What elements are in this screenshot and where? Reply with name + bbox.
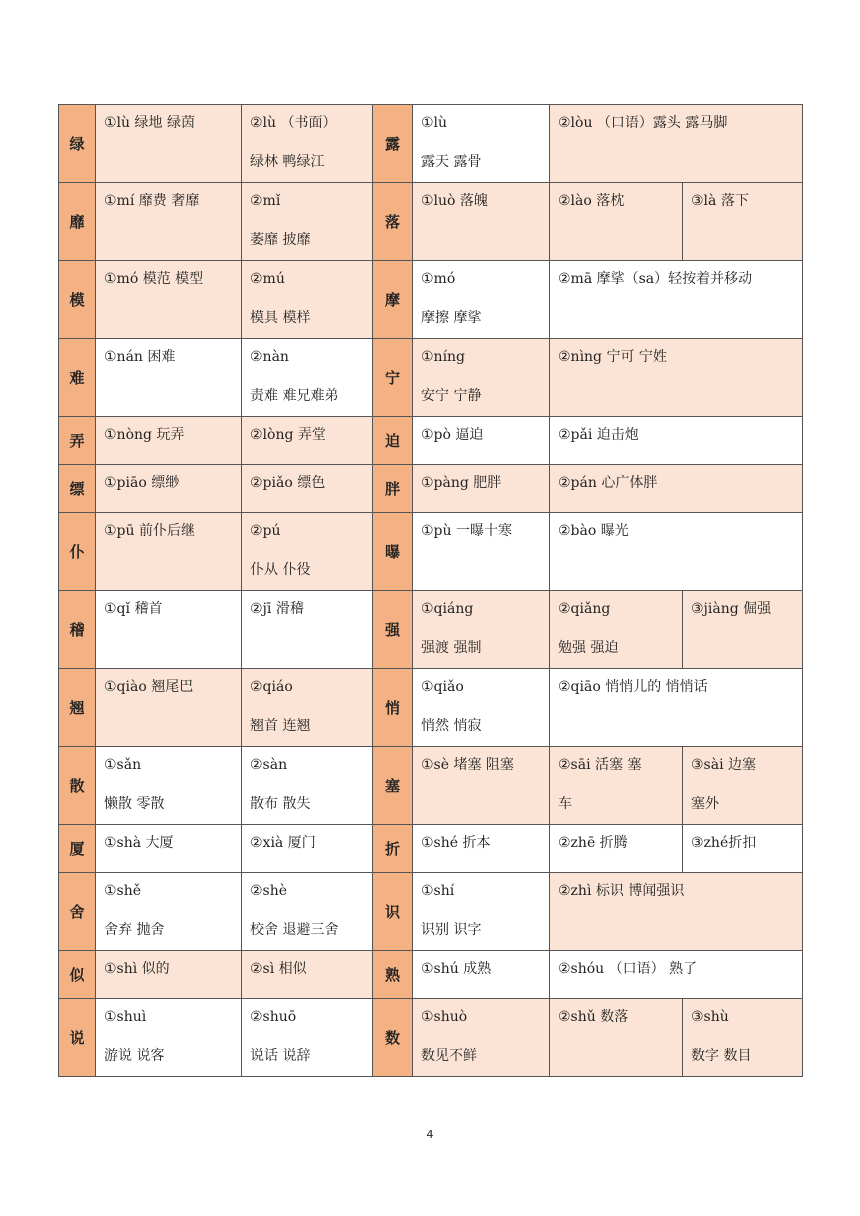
headword-character: 绿 xyxy=(59,105,96,183)
reading-pinyin-line: ②qiǎng xyxy=(558,601,611,617)
table-row xyxy=(59,591,803,669)
reading-pinyin-line: ②shǔ 数落 xyxy=(558,1009,629,1025)
reading-cell xyxy=(413,591,550,669)
headword-character: 似 xyxy=(59,951,96,999)
reading-cell xyxy=(96,105,242,183)
table-row xyxy=(59,465,803,513)
reading-cell xyxy=(550,999,683,1077)
reading-pinyin-line: ②shuō xyxy=(250,1009,297,1025)
reading-pinyin-line: ②shè xyxy=(250,883,288,899)
headword-character: 稽 xyxy=(59,591,96,669)
reading-pinyin-line: ③sài 边塞 xyxy=(691,757,757,773)
headword-character: 数 xyxy=(373,999,413,1077)
reading-cell xyxy=(550,591,683,669)
reading-pinyin-line: ②sāi 活塞 塞 xyxy=(558,757,642,773)
reading-example-line: 模具 模样 xyxy=(250,310,311,326)
headword-character: 舍 xyxy=(59,873,96,951)
reading-example-line: 塞外 xyxy=(691,796,719,812)
reading-cell xyxy=(683,825,803,873)
reading-pinyin-line: ①shí xyxy=(421,883,455,899)
reading-pinyin-line: ①nòng 玩弄 xyxy=(104,427,185,443)
headword-character: 弄 xyxy=(59,417,96,465)
reading-cell xyxy=(413,465,550,513)
reading-example-line: 露天 露骨 xyxy=(421,154,482,170)
reading-cell xyxy=(413,183,550,261)
table-row xyxy=(59,105,803,183)
table-row xyxy=(59,747,803,825)
reading-cell xyxy=(550,825,683,873)
headword-character: 模 xyxy=(59,261,96,339)
headword-character: 仆 xyxy=(59,513,96,591)
reading-pinyin-line: ②nìng 宁可 宁姓 xyxy=(558,349,667,365)
headword-character: 曝 xyxy=(373,513,413,591)
headword-character: 翘 xyxy=(59,669,96,747)
reading-cell xyxy=(96,261,242,339)
headword-character: 塞 xyxy=(373,747,413,825)
reading-cell xyxy=(96,669,242,747)
reading-pinyin-line: ②lào 落枕 xyxy=(558,193,625,209)
reading-cell xyxy=(683,747,803,825)
reading-pinyin-line: ①luò 落魄 xyxy=(421,193,488,209)
reading-example-line: 懒散 零散 xyxy=(104,796,165,812)
reading-pinyin-line: ②bào 曝光 xyxy=(558,523,629,539)
reading-pinyin-line: ②lòu （口语）露头 露马脚 xyxy=(558,115,728,131)
headword-character: 胖 xyxy=(373,465,413,513)
headword-character: 强 xyxy=(373,591,413,669)
reading-pinyin-line: ①mí 靡费 奢靡 xyxy=(104,193,200,209)
reading-pinyin-line: ②mǐ xyxy=(250,193,281,209)
reading-cell xyxy=(413,669,550,747)
reading-example-line: 摩擦 摩挲 xyxy=(421,310,482,326)
reading-cell xyxy=(242,669,373,747)
reading-pinyin-line: ②sàn xyxy=(250,757,288,773)
table-row xyxy=(59,951,803,999)
reading-example-line: 舍弃 抛舍 xyxy=(104,922,165,938)
reading-pinyin-line: ①qiào 翘尾巴 xyxy=(104,679,194,695)
reading-pinyin-line: ③jiàng 倔强 xyxy=(691,601,772,617)
reading-pinyin-line: ①lù xyxy=(421,115,448,131)
reading-example-line: 安宁 宁静 xyxy=(421,388,482,404)
reading-pinyin-line: ①pū 前仆后继 xyxy=(104,523,195,539)
reading-cell xyxy=(242,183,373,261)
table-row xyxy=(59,999,803,1077)
table-row xyxy=(59,513,803,591)
reading-cell xyxy=(413,873,550,951)
reading-cell xyxy=(413,999,550,1077)
headword-character: 迫 xyxy=(373,417,413,465)
table-row xyxy=(59,825,803,873)
reading-pinyin-line: ③shù xyxy=(691,1009,729,1025)
reading-cell xyxy=(413,261,550,339)
headword-character: 识 xyxy=(373,873,413,951)
reading-cell xyxy=(96,999,242,1077)
reading-pinyin-line: ①mó xyxy=(421,271,456,287)
reading-cell xyxy=(96,183,242,261)
reading-pinyin-line: ①sǎn xyxy=(104,757,142,773)
reading-cell xyxy=(683,591,803,669)
reading-example-line: 校舍 退避三舍 xyxy=(250,922,339,938)
reading-example-line: 强渡 强制 xyxy=(421,640,482,656)
headword-character: 宁 xyxy=(373,339,413,417)
reading-pinyin-line: ②piǎo 缥色 xyxy=(250,475,326,491)
reading-pinyin-line: ①mó 模范 模型 xyxy=(104,271,204,287)
reading-cell xyxy=(96,591,242,669)
reading-example-line: 识别 识字 xyxy=(421,922,482,938)
headword-character: 难 xyxy=(59,339,96,417)
reading-cell xyxy=(550,951,803,999)
reading-pinyin-line: ②zhì 标识 博闻强识 xyxy=(558,883,685,899)
reading-cell xyxy=(413,513,550,591)
reading-pinyin-line: ②lù （书面） xyxy=(250,115,337,131)
reading-pinyin-line: ①sè 堵塞 阻塞 xyxy=(421,757,514,773)
reading-example-line: 绿林 鸭绿江 xyxy=(250,154,325,170)
reading-example-line: 萎靡 披靡 xyxy=(250,232,311,248)
reading-example-line: 数字 数目 xyxy=(691,1048,752,1064)
reading-cell xyxy=(413,417,550,465)
reading-cell xyxy=(413,105,550,183)
reading-cell xyxy=(550,873,803,951)
reading-pinyin-line: ①nán 困难 xyxy=(104,349,176,365)
reading-pinyin-line: ③là 落下 xyxy=(691,193,749,209)
reading-pinyin-line: ①shé 折本 xyxy=(421,835,491,851)
reading-cell xyxy=(96,417,242,465)
reading-cell xyxy=(242,417,373,465)
table-row xyxy=(59,261,803,339)
reading-cell xyxy=(96,465,242,513)
reading-pinyin-line: ①qǐ 稽首 xyxy=(104,601,163,617)
reading-pinyin-line: ①piāo 缥缈 xyxy=(104,475,180,491)
reading-cell xyxy=(550,105,803,183)
reading-pinyin-line: ①qiáng xyxy=(421,601,474,617)
reading-pinyin-line: ①qiǎo xyxy=(421,679,464,695)
reading-pinyin-line: ②qiāo 悄悄儿的 悄悄话 xyxy=(558,679,708,695)
reading-cell xyxy=(96,873,242,951)
reading-pinyin-line: ①shuò xyxy=(421,1009,468,1025)
reading-cell xyxy=(96,747,242,825)
reading-pinyin-line: ①lù 绿地 绿茵 xyxy=(104,115,195,131)
reading-example-line: 仆从 仆役 xyxy=(250,562,311,578)
reading-example-line: 数见不鲜 xyxy=(421,1048,477,1064)
table-row xyxy=(59,873,803,951)
polyphonic-character-table xyxy=(58,104,803,1077)
headword-character: 熟 xyxy=(373,951,413,999)
reading-cell xyxy=(413,747,550,825)
reading-pinyin-line: ①shà 大厦 xyxy=(104,835,174,851)
reading-pinyin-line: ①shuì xyxy=(104,1009,147,1025)
headword-character: 厦 xyxy=(59,825,96,873)
reading-cell xyxy=(242,951,373,999)
reading-cell xyxy=(413,825,550,873)
headword-character: 摩 xyxy=(373,261,413,339)
reading-pinyin-line: ②mú xyxy=(250,271,285,287)
reading-pinyin-line: ②lòng 弄堂 xyxy=(250,427,326,443)
reading-pinyin-line: ②mā 摩挲（sa）轻按着并移动 xyxy=(558,271,753,287)
reading-cell xyxy=(550,513,803,591)
reading-pinyin-line: ①pàng 肥胖 xyxy=(421,475,502,491)
reading-example-line: 悄然 悄寂 xyxy=(421,718,482,734)
reading-pinyin-line: ①shú 成熟 xyxy=(421,961,492,977)
reading-pinyin-line: ②sì 相似 xyxy=(250,961,307,977)
headword-character: 悄 xyxy=(373,669,413,747)
headword-character: 散 xyxy=(59,747,96,825)
table-row xyxy=(59,183,803,261)
reading-cell xyxy=(550,183,683,261)
reading-example-line: 责难 难兄难弟 xyxy=(250,388,339,404)
reading-example-line: 车 xyxy=(558,796,572,812)
table-row xyxy=(59,339,803,417)
reading-pinyin-line: ②pǎi 迫击炮 xyxy=(558,427,639,443)
reading-cell xyxy=(413,951,550,999)
reading-cell xyxy=(242,261,373,339)
headword-character: 折 xyxy=(373,825,413,873)
reading-pinyin-line: ②nàn xyxy=(250,349,289,365)
headword-character: 落 xyxy=(373,183,413,261)
reading-cell xyxy=(96,825,242,873)
reading-pinyin-line: ①pò 逼迫 xyxy=(421,427,484,443)
reading-pinyin-line: ①shì 似的 xyxy=(104,961,170,977)
headword-character: 靡 xyxy=(59,183,96,261)
reading-cell xyxy=(550,465,803,513)
page-number: 4 xyxy=(426,1128,434,1141)
reading-cell xyxy=(550,261,803,339)
reading-cell xyxy=(242,747,373,825)
reading-pinyin-line: ②pú xyxy=(250,523,281,539)
table-row xyxy=(59,417,803,465)
reading-cell xyxy=(242,339,373,417)
reading-pinyin-line: ①shě xyxy=(104,883,142,899)
reading-cell xyxy=(242,465,373,513)
reading-pinyin-line: ②pán 心广体胖 xyxy=(558,475,658,491)
reading-pinyin-line: ②qiáo xyxy=(250,679,293,695)
table-row xyxy=(59,669,803,747)
reading-cell xyxy=(413,339,550,417)
reading-cell xyxy=(96,951,242,999)
reading-example-line: 勉强 强迫 xyxy=(558,640,619,656)
reading-pinyin-line: ②xià 厦门 xyxy=(250,835,316,851)
reading-pinyin-line: ②zhē 折腾 xyxy=(558,835,628,851)
reading-cell xyxy=(242,513,373,591)
reading-cell xyxy=(683,999,803,1077)
reading-pinyin-line: ③zhé折扣 xyxy=(691,835,757,851)
reading-pinyin-line: ②jī 滑稽 xyxy=(250,601,304,617)
reading-cell xyxy=(242,591,373,669)
reading-cell xyxy=(550,339,803,417)
reading-cell xyxy=(550,669,803,747)
headword-character: 说 xyxy=(59,999,96,1077)
reading-example-line: 说话 说辞 xyxy=(250,1048,311,1064)
reading-example-line: 游说 说客 xyxy=(104,1048,165,1064)
reading-cell xyxy=(242,105,373,183)
reading-cell xyxy=(96,513,242,591)
reading-cell xyxy=(242,873,373,951)
reading-cell xyxy=(683,183,803,261)
reading-cell xyxy=(96,339,242,417)
headword-character: 露 xyxy=(373,105,413,183)
reading-cell xyxy=(550,417,803,465)
reading-cell xyxy=(242,825,373,873)
reading-example-line: 散布 散失 xyxy=(250,796,311,812)
headword-character: 缥 xyxy=(59,465,96,513)
reading-cell xyxy=(242,999,373,1077)
reading-cell xyxy=(550,747,683,825)
reading-pinyin-line: ①pù 一曝十寒 xyxy=(421,523,512,539)
reading-pinyin-line: ①níng xyxy=(421,349,466,365)
reading-example-line: 翘首 连翘 xyxy=(250,718,311,734)
reading-pinyin-line: ②shóu （口语） 熟了 xyxy=(558,961,698,977)
